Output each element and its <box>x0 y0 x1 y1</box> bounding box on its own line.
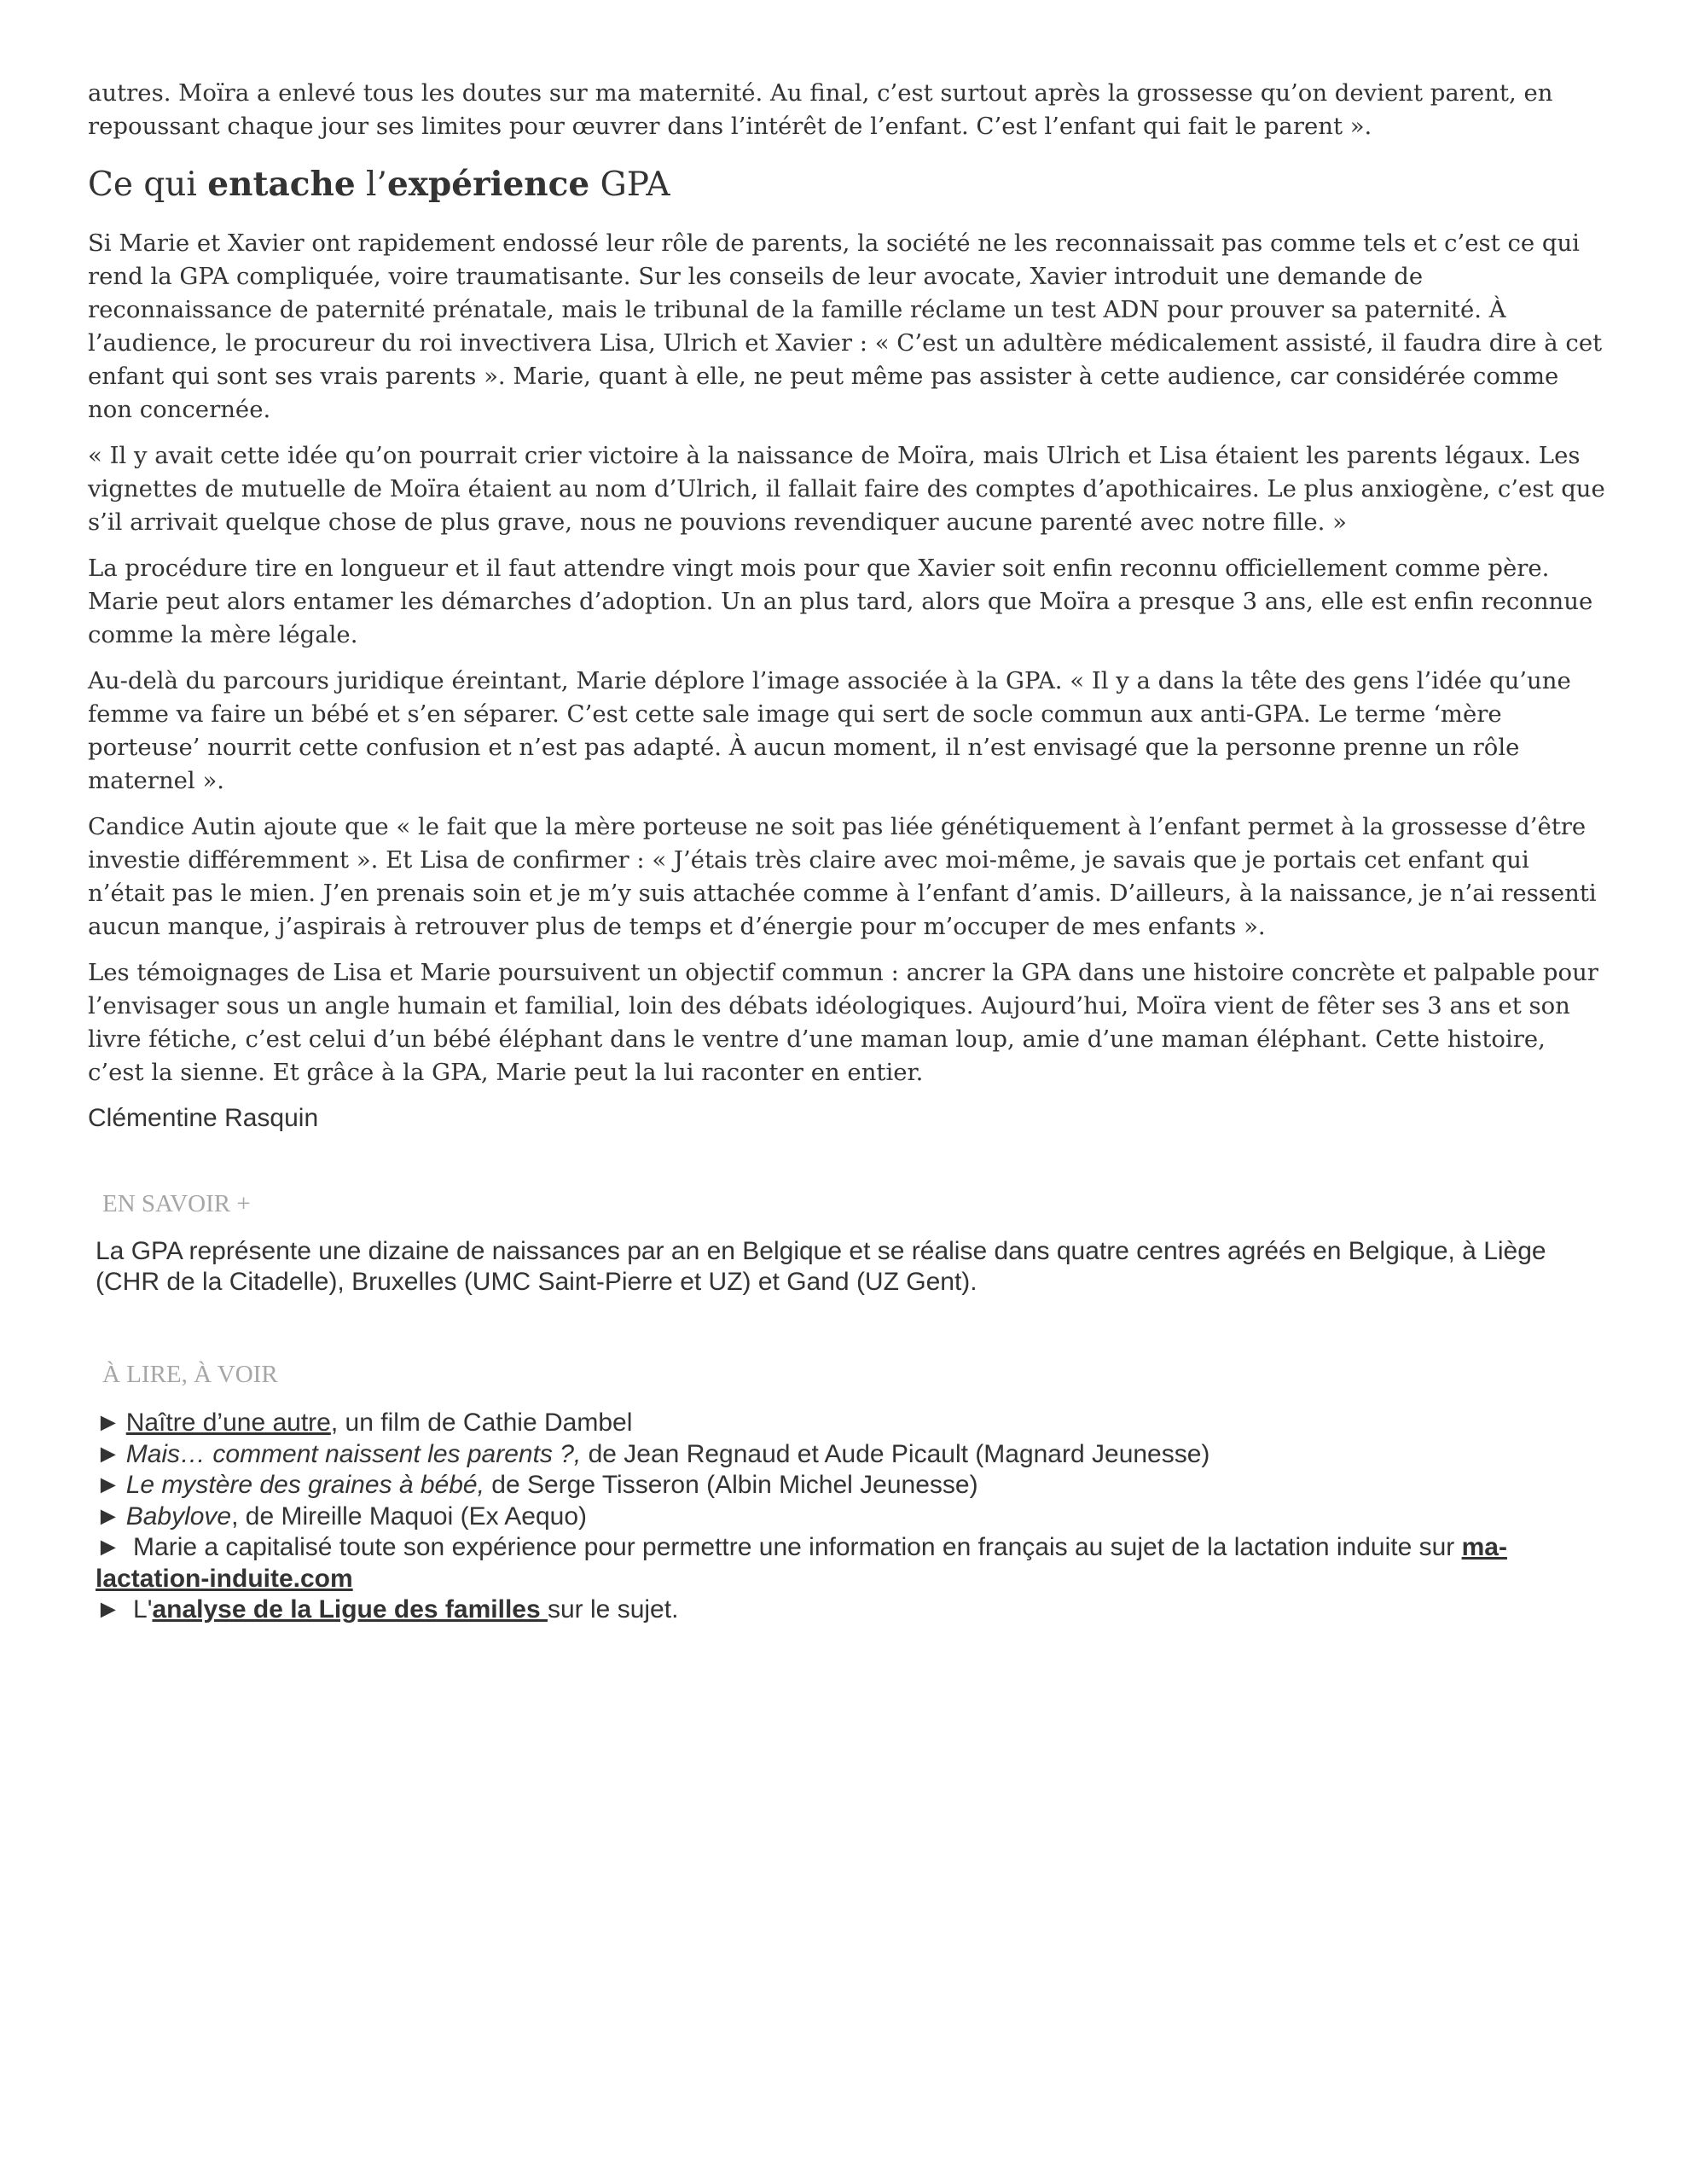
list-item <box>96 1594 1597 1626</box>
arrow-icon: ► <box>96 1533 121 1561</box>
book-title: Mais… comment naissent les parents ?, <box>125 1439 582 1468</box>
arrow-icon: ► <box>96 1595 121 1623</box>
item-text: , de Mireille Maquoi (Ex Aequo) <box>231 1502 587 1531</box>
book-title: Le mystère des graines à bébé, <box>125 1471 484 1499</box>
body-paragraph: La procédure tire en longueur et il faut attendre vingt mois pour que Xavier soit enfin reconnu officiellement comme père. Marie peut alors entamer les démarches d’adoption. Un an plus tard, alors que Moïra a presque 3 ans, elle est enfin reconnue comme la mère légale. <box>88 555 1593 648</box>
list-item <box>96 1439 1597 1471</box>
body-paragraph: Les témoignages de Lisa et Marie poursuivent un objectif commun : ancrer la GPA dans une histoire concrète et palpable pour l’envisager sous un angle humain et familial, loin des débats idéologiques. Aujourd’hui, Moïra vient de fêter ses 3 ans et son livre fétiche, c’est celui d’un bébé éléphant dans le ventre d’une maman loup, amie d’une maman éléphant. Cette histoire, c’est la sienne. Et grâce à la GPA, Marie peut la lui raconter en entier. <box>88 959 1598 1086</box>
list-item <box>96 1408 1597 1439</box>
intro-paragraph: autres. Moïra a enlevé tous les doutes sur ma maternité. Au final, c’est surtout après la grossesse qu’on devient parent, en repoussant chaque jour ses limites pour œuvrer dans l’intérêt de l’enfant. C’est l’enfant qui fait le parent ». <box>88 79 1553 140</box>
article-body <box>88 77 1606 1135</box>
arrow-icon: ► <box>96 1471 121 1499</box>
film-link[interactable]: Naître d’une autre <box>125 1409 331 1437</box>
body-paragraph: Candice Autin ajoute que « le fait que la mère porteuse ne soit pas liée génétiquement à l’enfant permet à la grossesse d’être investie différemment ». Et Lisa de confirmer : « J’étais très claire avec moi-même, je savais que je portais cet enfant qui n’était pas le mien. J’en prenais soin et je m’y suis attachée comme à l’enfant d’amis. D’ailleurs, à la naissance, je n’ai ressenti aucun manque, j’aspirais à retrouver plus de temps et d’énergie pour m’occuper de mes enfants ». <box>88 813 1597 940</box>
arrow-icon: ► <box>96 1409 121 1437</box>
ligue-familles-link[interactable]: analyse de la Ligue des familles <box>152 1595 548 1623</box>
item-text: sur le sujet. <box>548 1595 679 1623</box>
heading-part: Ce qui <box>88 166 208 204</box>
en-savoir-text: La GPA représente une dizaine de naissances par an en Belgique et se réalise dans quatre centres agréés en Belgique, à Liège (CHR de la Citadelle), Bruxelles (UMC Saint-Pierre et UZ) et Gand (UZ Gent). <box>96 1237 1546 1296</box>
arrow-icon: ► <box>96 1439 121 1468</box>
book-title: Babylove <box>125 1502 232 1531</box>
arrow-icon: ► <box>96 1502 121 1531</box>
heading-part: GPA <box>589 166 670 204</box>
list-item <box>96 1470 1597 1502</box>
reading-list <box>96 1408 1597 1626</box>
body-paragraph: « Il y avait cette idée qu’on pourrait crier victoire à la naissance de Moïra, mais Ulrich et Lisa étaient les parents légaux. Les vignettes de mutuelle de Moïra étaient au nom d’Ulrich, il fallait faire des comptes d’apothicaires. Le plus anxiogène, c’est que s’il arrivait quelque chose de plus grave, nous ne pouvions revendiquer aucune parenté avec notre fille. » <box>88 442 1605 536</box>
body-paragraph: Au-delà du parcours juridique éreintant, Marie déplore l’image associée à la GPA. « Il y a dans la tête des gens l’idée qu’une femme va faire un bébé et s’en séparer. C’est cette sale image qui sert de socle commun aux anti-GPA. Le terme ‘mère porteuse’ nourrit cette confusion et n’est pas adapté. À aucun moment, il n’est envisagé que la personne prenne un rôle maternel ». <box>88 667 1571 794</box>
heading-bold: expérience <box>386 165 590 204</box>
list-item <box>96 1532 1597 1594</box>
item-text: de Jean Regnaud et Aude Picault (Magnard Jeunesse) <box>581 1439 1210 1468</box>
item-text: Marie a capitalisé toute son expérience pour permettre une information en français au sujet de la lactation induite sur <box>125 1533 1462 1561</box>
lactation-site-link[interactable]: ma-lactation-induite.com <box>96 1533 1507 1593</box>
item-text: L' <box>125 1595 153 1623</box>
item-text: , un film de Cathie Dambel <box>330 1409 633 1437</box>
heading-part: l’ <box>355 166 387 204</box>
heading-bold: entache <box>207 165 356 204</box>
list-item <box>96 1502 1597 1533</box>
item-text: de Serge Tisseron (Albin Michel Jeunesse) <box>484 1471 978 1499</box>
a-lire-label: À LIRE, À VOIR <box>102 1361 278 1388</box>
body-paragraph: Si Marie et Xavier ont rapidement endossé leur rôle de parents, la société ne les reconnaissait pas comme tels et c’est ce qui rend la GPA compliquée, voire traumatisante. Sur les conseils de leur avocate, Xavier introduit une demande de reconnaissance de paternité prénatale, mais le tribunal de la famille réclame un test ADN pour prouver sa paternité. À l’audience, le procureur du roi invectivera Lisa, Ulrich et Xavier : « C’est un adultère médicalement assisté, il faudra dire à cet enfant qui sont ses vrais parents ». Marie, quant à elle, ne peut même pas assister à cette audience, car considérée comme non concernée. <box>88 229 1603 423</box>
author-signature: Clémentine Rasquin <box>88 1104 319 1132</box>
section-heading <box>88 162 1606 207</box>
en-savoir-label: EN SAVOIR + <box>102 1190 251 1217</box>
